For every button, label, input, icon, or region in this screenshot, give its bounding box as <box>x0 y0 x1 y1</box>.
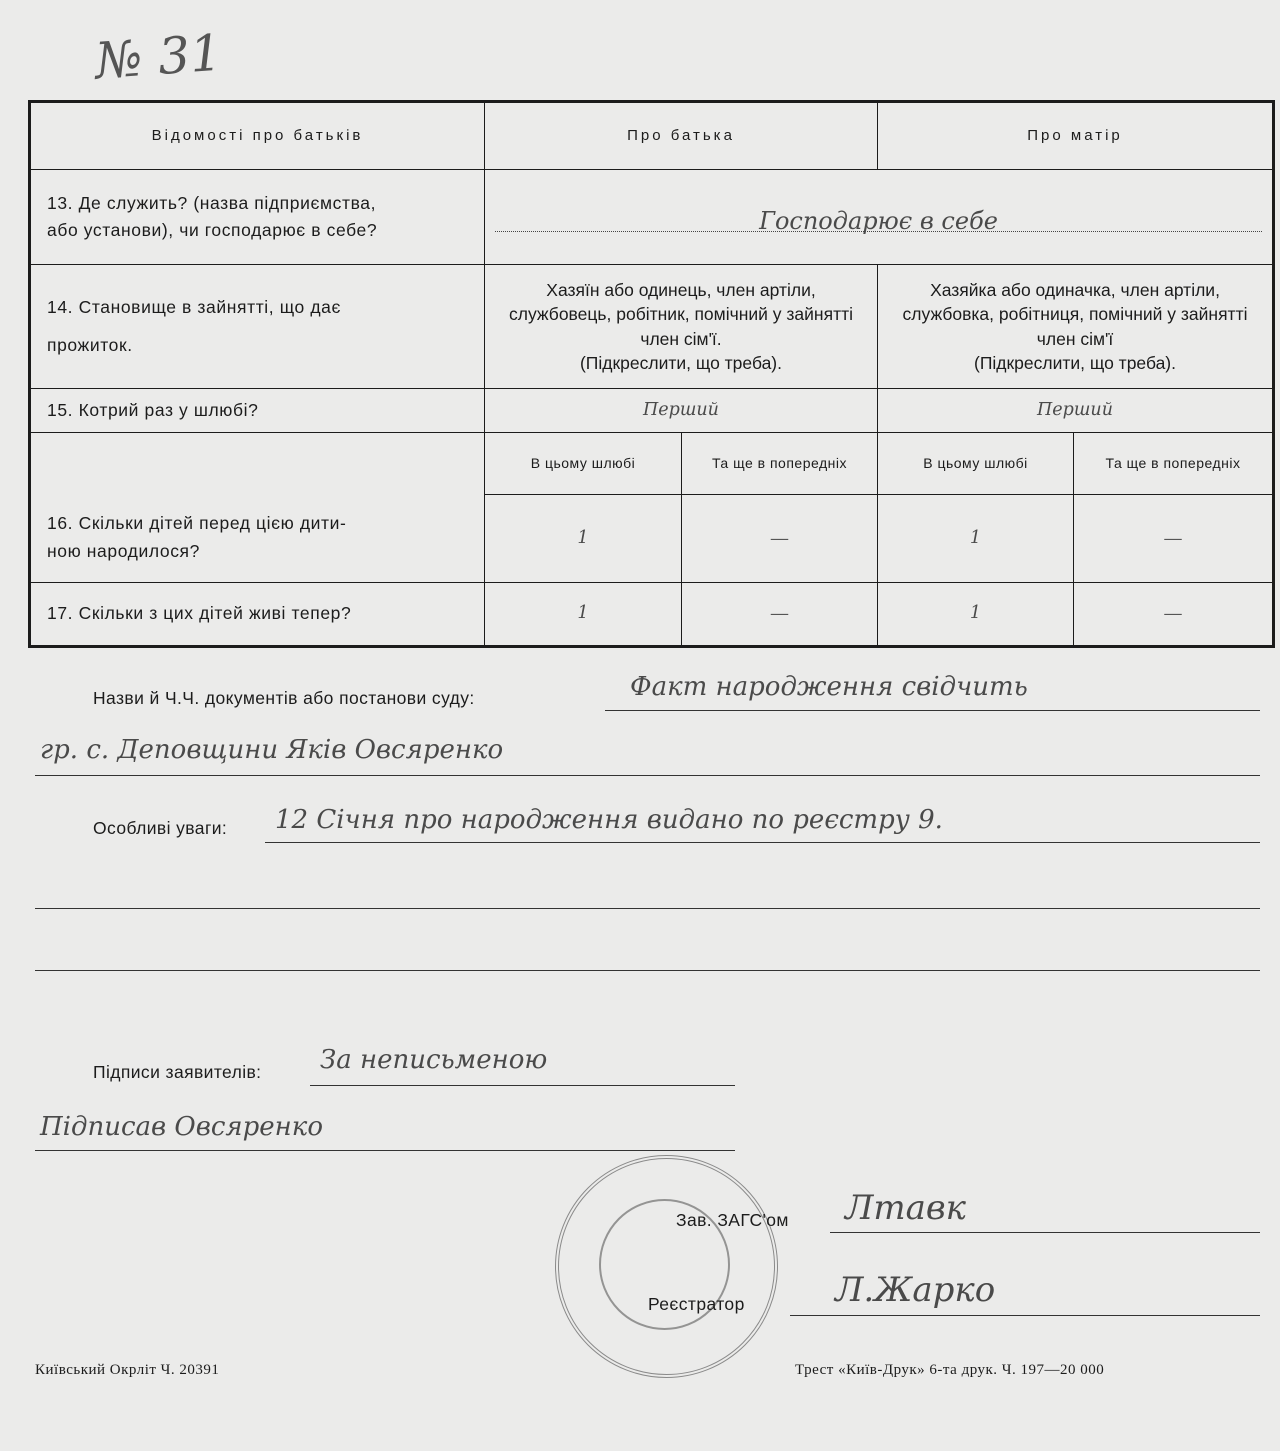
mother-occupation-status <box>878 265 1274 389</box>
question-15: 15. Котрий раз у шлюбі? <box>30 389 485 433</box>
remarks-label: Особливі уваги: <box>93 818 228 838</box>
question-13-line2: або установи), чи господарює в себе? <box>47 220 378 240</box>
q17-mother-this-marriage[interactable]: 1 <box>878 583 1074 647</box>
question-13-line1: 13. Де служить? (назва підприємства, <box>47 192 377 213</box>
q17-mother-previous[interactable]: — <box>1074 583 1274 647</box>
remarks-line-2 <box>35 908 1260 909</box>
documents-line-2 <box>35 775 1260 776</box>
footer-right-print-info: Трест «Київ-Друк» 6-та друк. Ч. 197—20 000 <box>795 1362 1105 1378</box>
question-16-line1: 16. Скільки дітей перед цією дити- <box>47 513 347 534</box>
mother-occupation-options[interactable]: Хазяйка або одиначка, член артіли, службовка, робітниця, помічний у зайнятті член сім'ї <box>902 279 1248 349</box>
header-father: Про батька <box>485 102 878 170</box>
signatures-line-1 <box>310 1085 735 1086</box>
registrar-label: Реєстратор <box>648 1294 745 1314</box>
father-occupation-note: (Підкреслити, що треба). <box>579 353 782 373</box>
signatures-value-2[interactable]: Підписав Овсяренко <box>40 1112 323 1142</box>
father-occupation-status <box>485 265 878 389</box>
head-of-registry-line <box>830 1232 1260 1233</box>
q16-father-previous[interactable]: — <box>682 495 878 583</box>
documents-line-1 <box>605 710 1260 711</box>
head-of-registry-signature[interactable]: Лтавк <box>845 1188 966 1228</box>
documents-value-1[interactable]: Факт народження свідчить <box>630 672 1028 702</box>
question-14-line2: прожиток. <box>47 334 133 355</box>
signatures-label: Підписи заявителів: <box>93 1062 262 1082</box>
question-17: 17. Скільки з цих дітей живі тепер? <box>30 583 485 647</box>
answer-13-cell <box>485 170 1274 265</box>
q16-father-this-marriage[interactable]: 1 <box>485 495 682 583</box>
q17-father-previous[interactable]: — <box>682 583 878 647</box>
answer-15-mother[interactable]: Перший <box>878 389 1274 433</box>
remarks-line-1 <box>265 842 1260 843</box>
footer-left-print-info: Київський Окрліт Ч. 20391 <box>35 1362 220 1378</box>
question-14 <box>30 265 485 389</box>
sheet-number: № 31 <box>93 23 224 91</box>
q16-mother-previous[interactable]: — <box>1074 495 1274 583</box>
answer-13[interactable]: Господарює в себе <box>495 203 1262 232</box>
father-occupation-options[interactable]: Хазяїн або одинець, член артіли, службовець, робітник, помічний у зайнятті член сім'ї. <box>508 279 853 349</box>
subheader-father-previous: Та ще в попередніх <box>682 433 878 495</box>
header-parents-info: Відомості про батьків <box>30 102 485 170</box>
answer-15-father[interactable]: Перший <box>485 389 878 433</box>
q16-mother-this-marriage[interactable]: 1 <box>878 495 1074 583</box>
subheader-father-this-marriage: В цьому шлюбі <box>485 433 682 495</box>
subheader-mother-this-marriage: В цьому шлюбі <box>878 433 1074 495</box>
registrar-line <box>790 1315 1260 1316</box>
question-13 <box>30 170 485 265</box>
question-16-line2: ною народилося? <box>47 540 200 561</box>
remarks-value-1[interactable]: 12 Січня про народження видано по реєстру 9. <box>275 805 943 835</box>
mother-occupation-note: (Підкреслити, що треба). <box>974 353 1177 373</box>
official-seal-stamp <box>555 1155 778 1378</box>
documents-value-2[interactable]: гр. с. Деповщини Яків Овсяренко <box>40 735 504 765</box>
question-16 <box>30 433 485 583</box>
q17-father-this-marriage[interactable]: 1 <box>485 583 682 647</box>
head-of-registry-label: Зав. ЗАГС'ом <box>676 1210 789 1230</box>
signatures-value-1[interactable]: За неписьменою <box>320 1045 548 1075</box>
parents-info-table <box>28 100 1275 648</box>
documents-label: Назви й Ч.Ч. документів або постанови суду: <box>93 688 475 708</box>
header-mother: Про матір <box>878 102 1274 170</box>
subheader-mother-previous: Та ще в попередніх <box>1074 433 1274 495</box>
question-14-line1: 14. Становище в зайнятті, що дає <box>47 297 341 318</box>
signatures-line-2 <box>35 1150 735 1151</box>
registrar-signature[interactable]: Л.Жарко <box>835 1270 996 1310</box>
remarks-line-3 <box>35 970 1260 971</box>
